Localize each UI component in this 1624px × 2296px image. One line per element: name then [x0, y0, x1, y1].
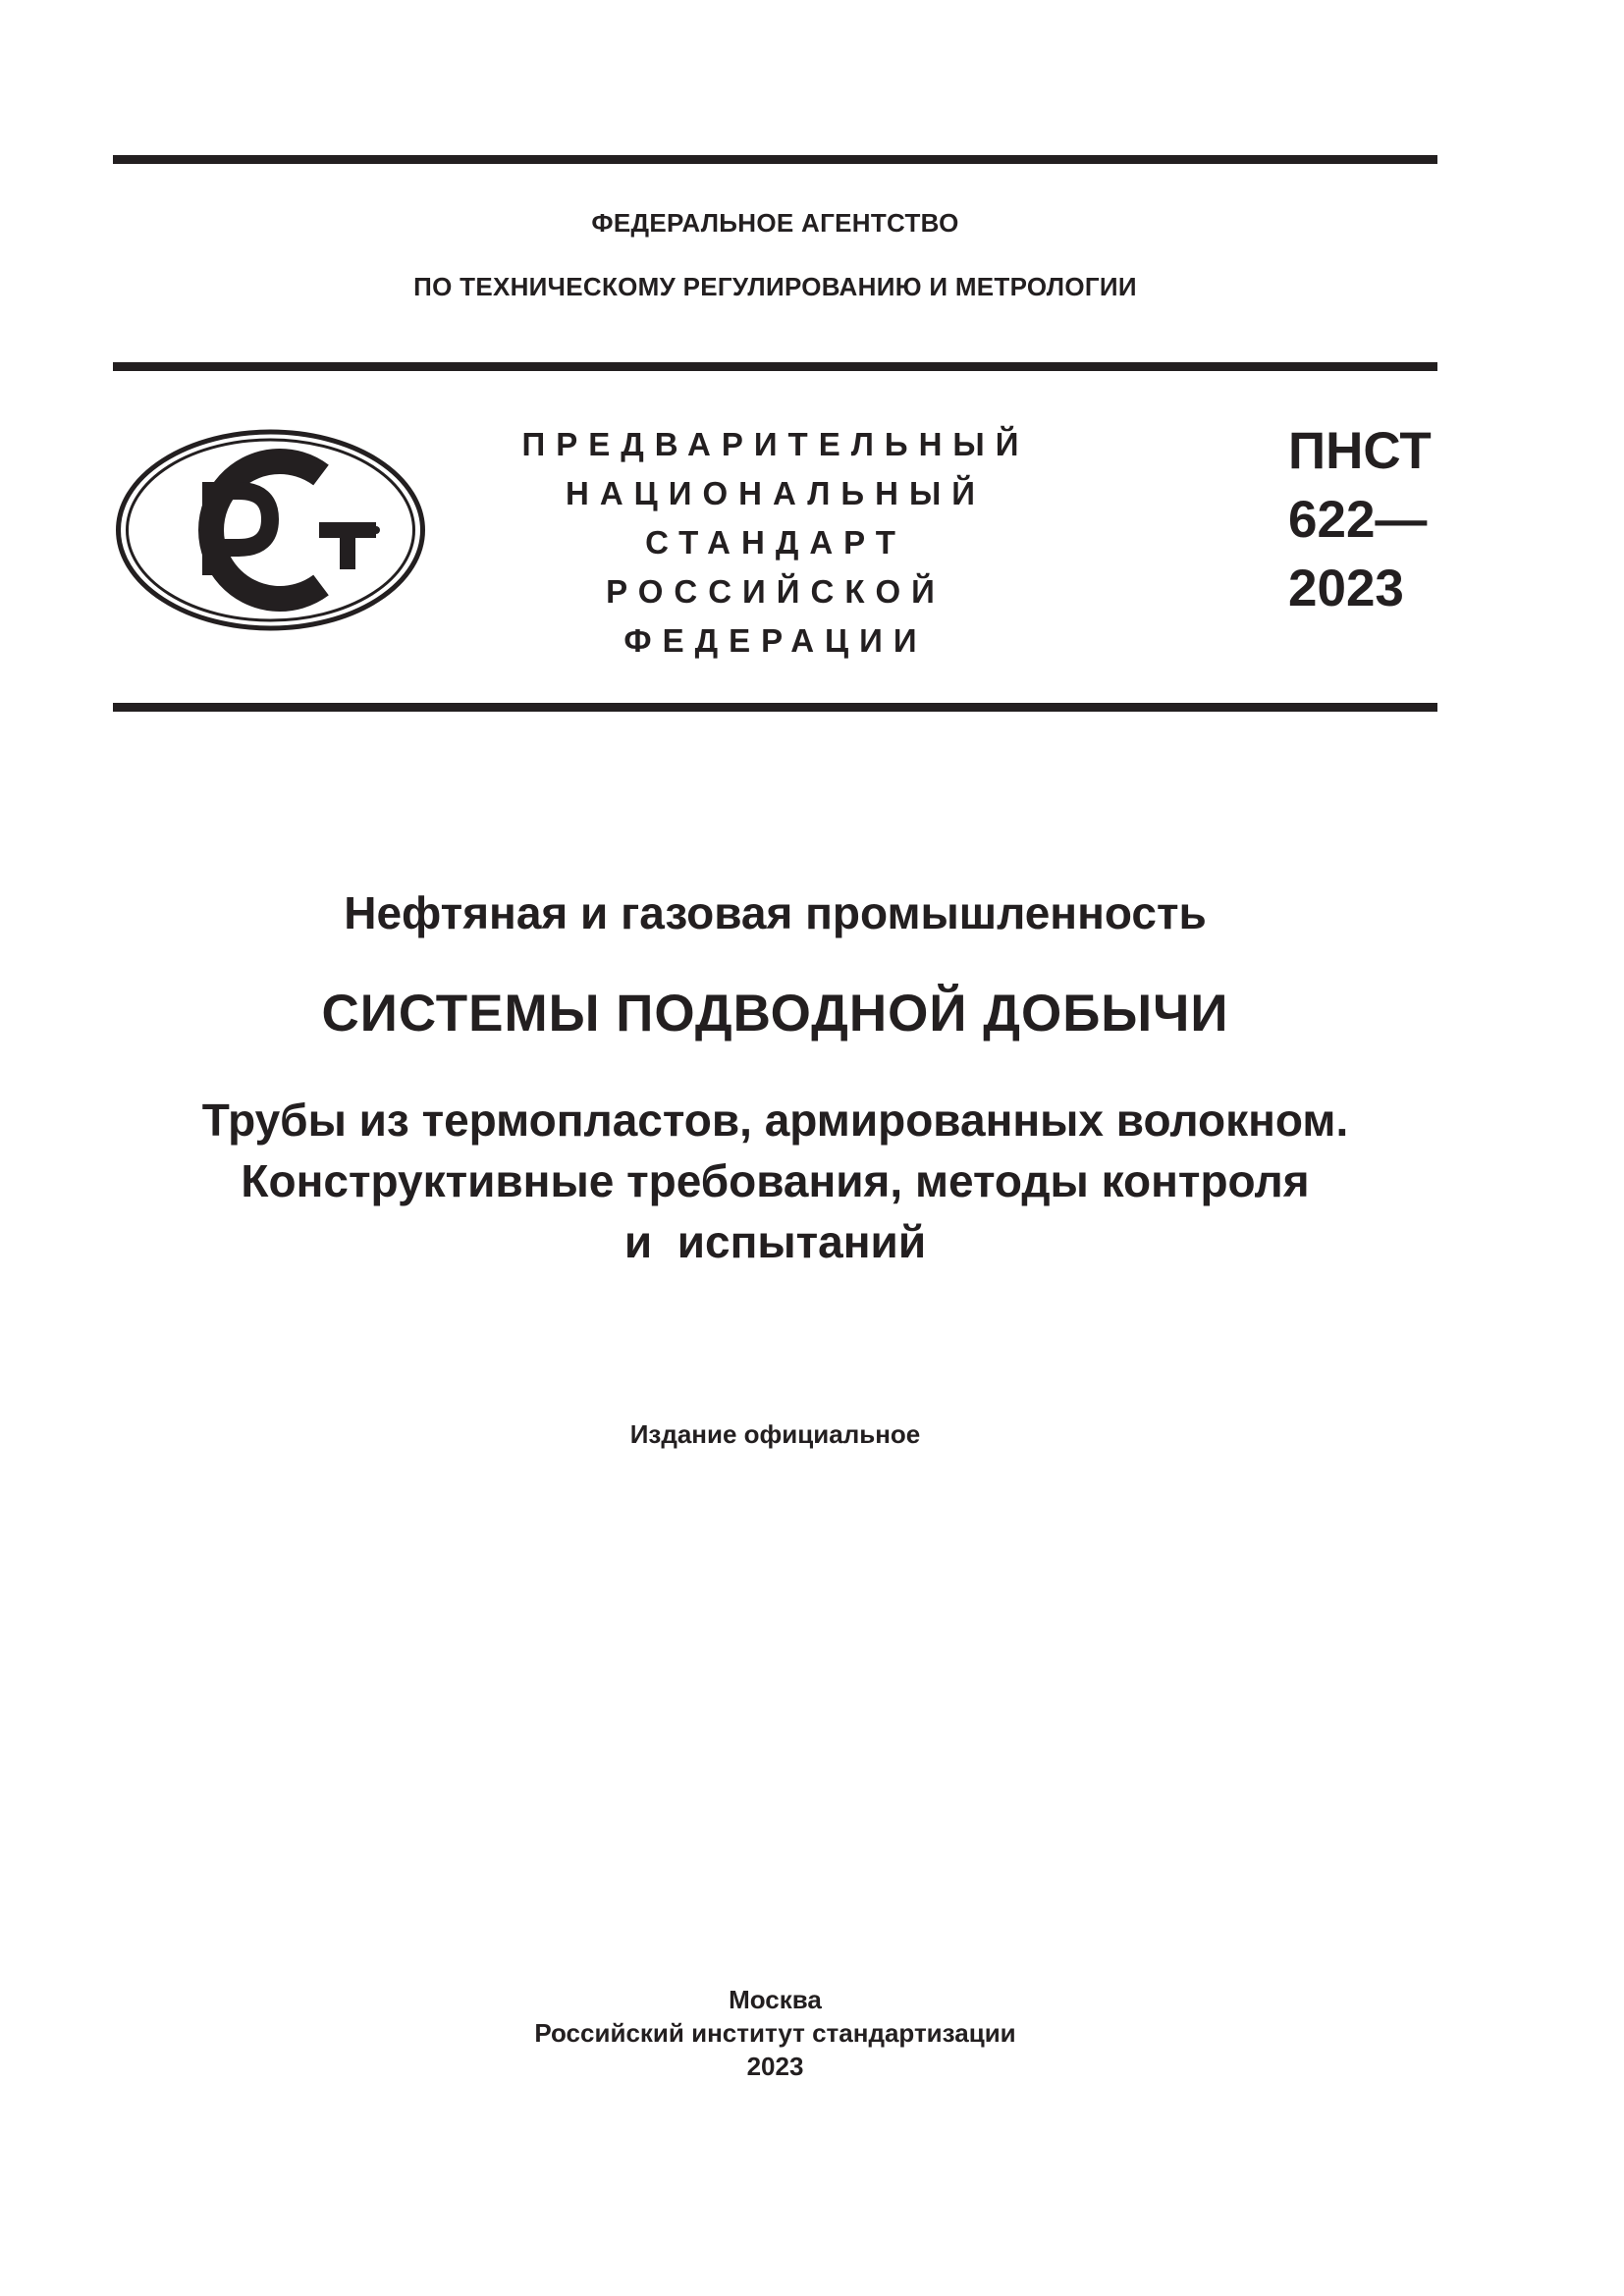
- standard-kind: [491, 420, 1060, 666]
- top-rule: [113, 155, 1437, 164]
- imprint-publisher: Российский институт стандартизации: [534, 2018, 1016, 2048]
- system-title: СИСТЕМЫ ПОДВОДНОЙ ДОБЫЧИ: [321, 985, 1229, 1042]
- subject-title-line: Конструктивные требования, методы контроля: [241, 1155, 1310, 1206]
- edition-label: Издание официальное: [629, 1419, 921, 1449]
- standard-kind-line: СТАНДАРТ: [645, 524, 906, 561]
- imprint-year: 2023: [746, 2052, 804, 2081]
- imprint: [113, 1983, 1437, 2083]
- imprint-city: Москва: [729, 1985, 822, 2014]
- standard-kind-line: РОССИЙСКОЙ: [606, 573, 946, 610]
- industry-title: Нефтяная и газовая промышленность: [344, 887, 1207, 938]
- subject-title-line: и испытаний: [623, 1216, 927, 1267]
- header-rule: [113, 362, 1437, 371]
- standard-number-line: ПНСТ: [1288, 422, 1432, 480]
- agency-name-line-2: ПО ТЕХНИЧЕСКОМУ РЕГУЛИРОВАНИЮ И МЕТРОЛОГИИ: [413, 272, 1137, 301]
- subject-title-line: Трубы из термопластов, армированных волокном.: [201, 1095, 1349, 1146]
- standard-kind-line: НАЦИОНАЛЬНЫЙ: [566, 475, 986, 511]
- standard-number-line: 2023: [1288, 560, 1404, 617]
- agency-name-line-1: ФЕДЕРАЛЬНОЕ АГЕНТСТВО: [591, 208, 959, 238]
- standard-number-line: 622—: [1288, 491, 1428, 549]
- subject-title: [113, 1090, 1437, 1272]
- standard-kind-line: ФЕДЕРАЦИИ: [623, 622, 928, 659]
- standard-kind-line: ПРЕДВАРИТЕЛЬНЫЙ: [521, 426, 1030, 462]
- gost-r-emblem-icon: [113, 426, 428, 634]
- standard-number: [1288, 417, 1445, 623]
- masthead-bottom-rule: [113, 703, 1437, 712]
